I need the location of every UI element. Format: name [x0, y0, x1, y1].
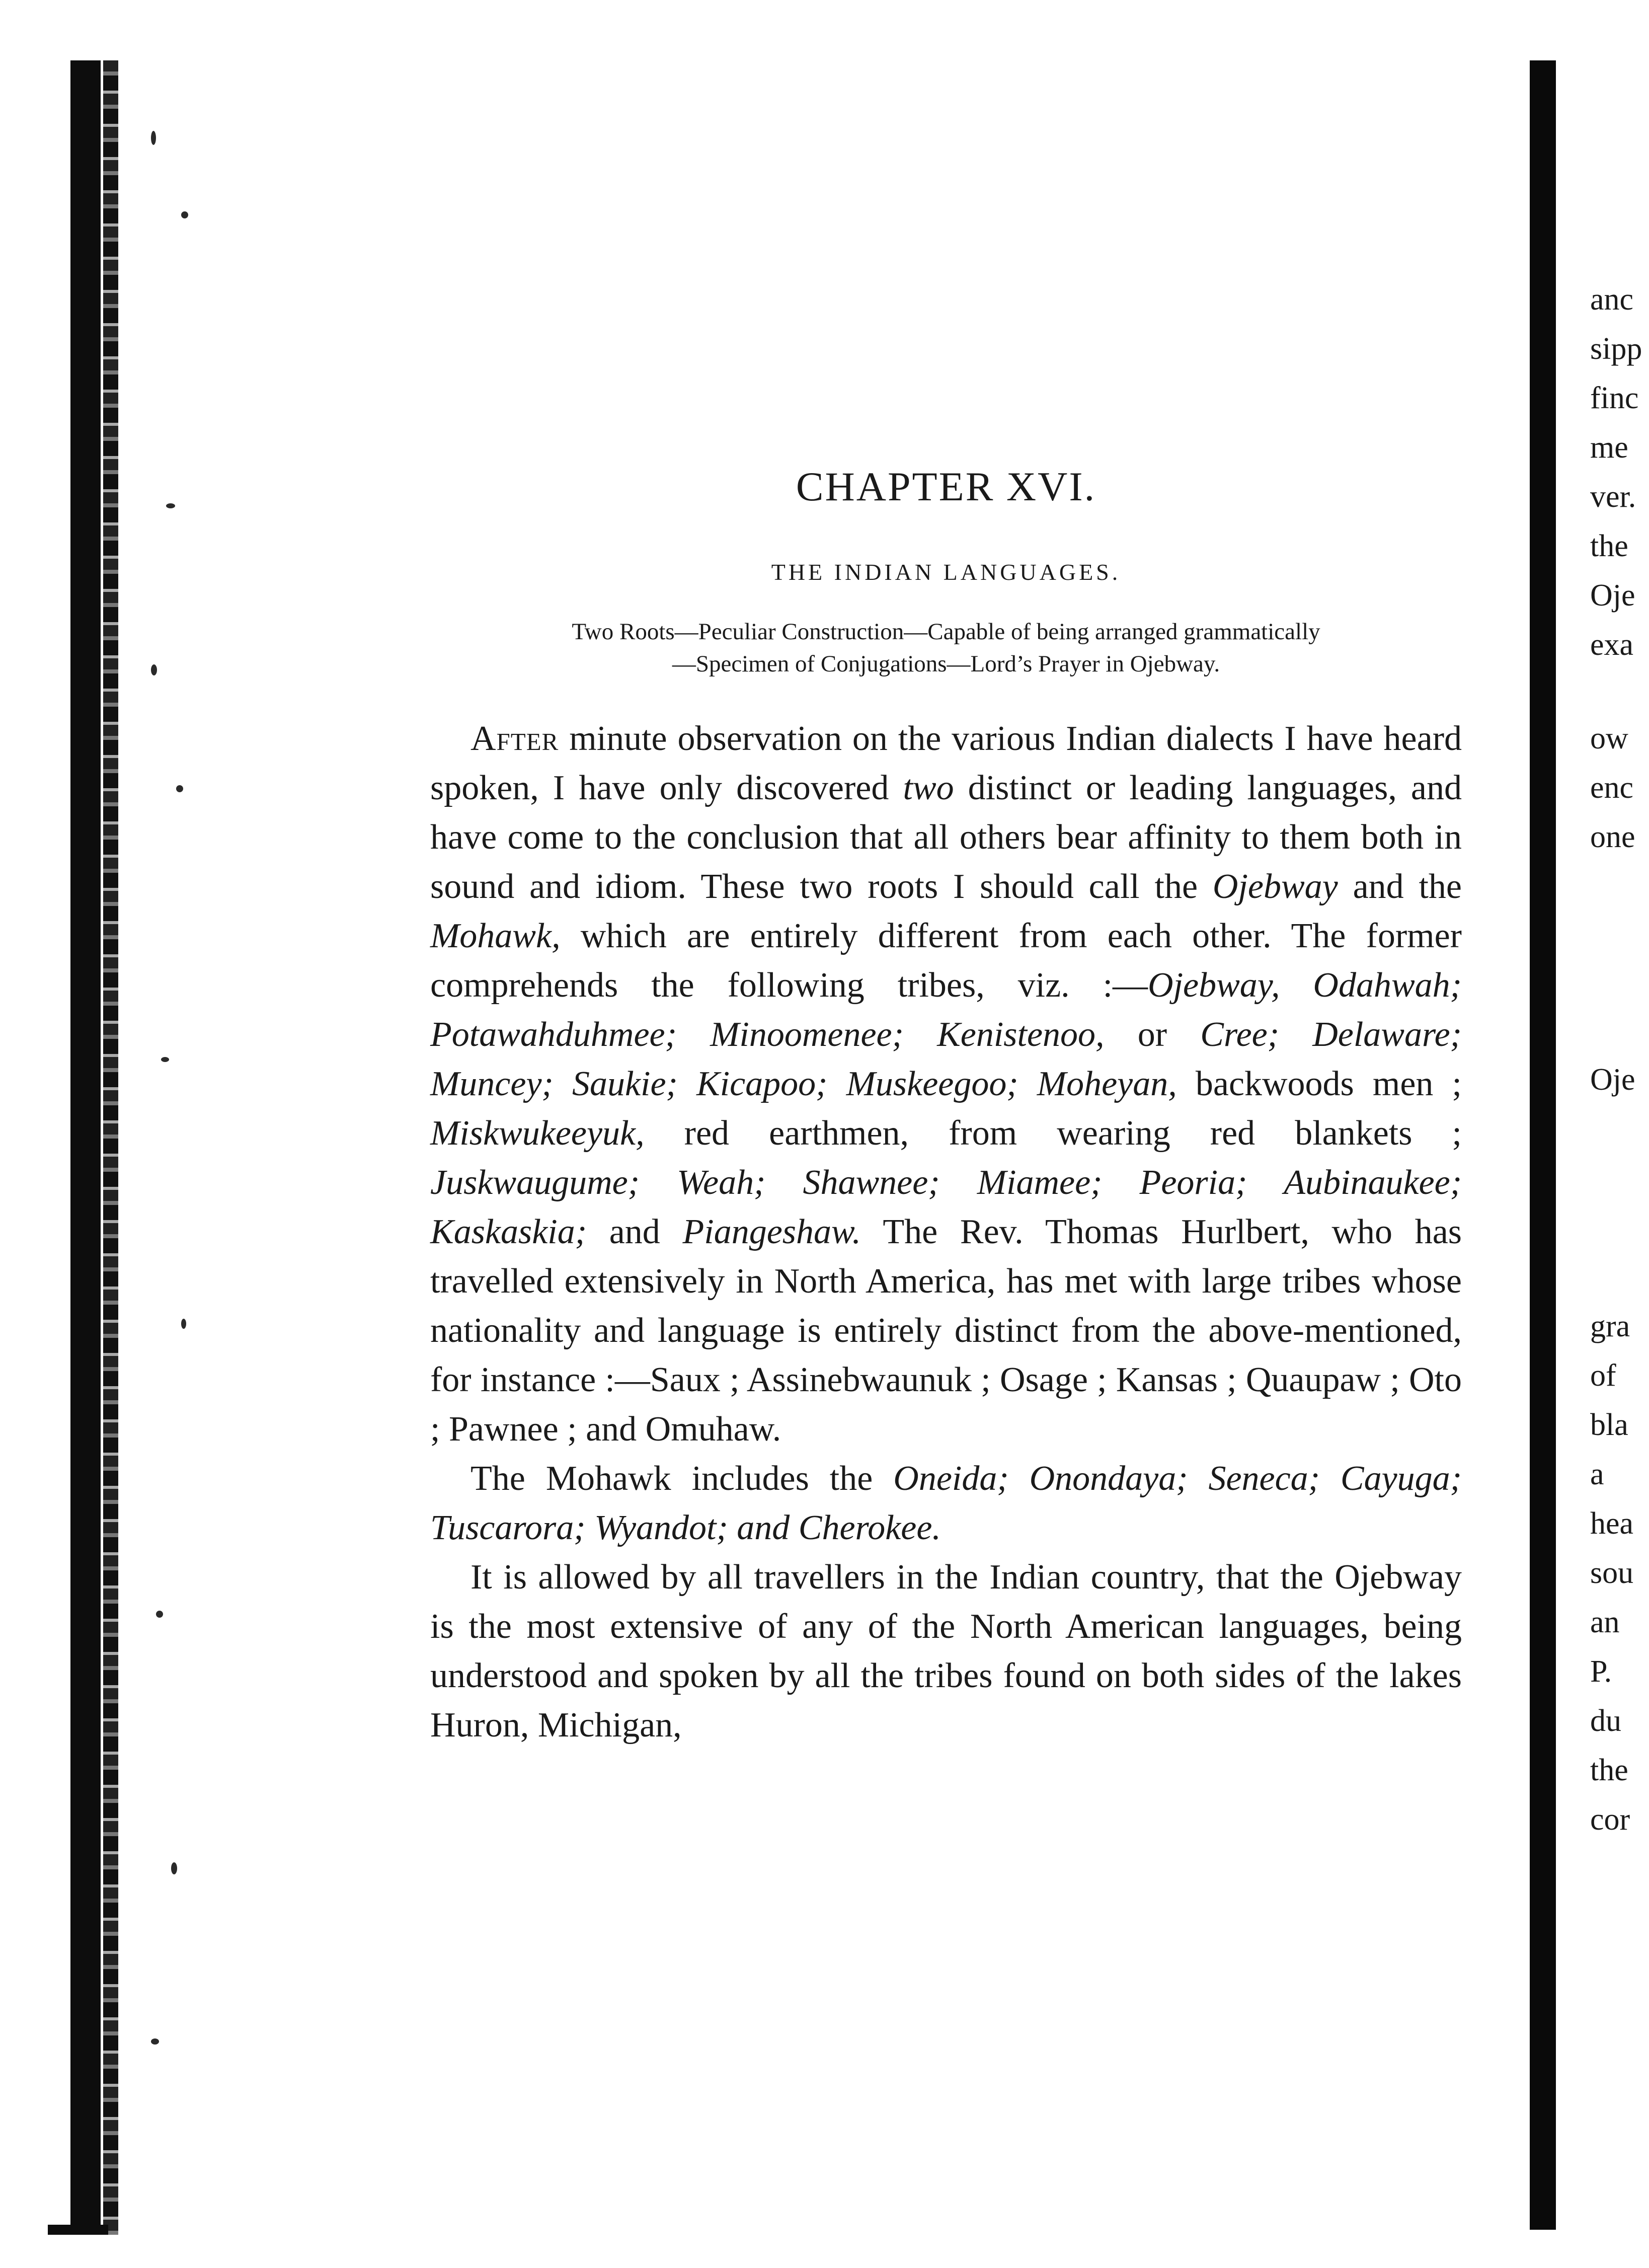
next-page-fragment: me: [1590, 430, 1628, 465]
next-page-fragment: P.: [1590, 1654, 1612, 1689]
text-run: which are entirely different from each other. The former comprehends the following tribes, viz. :—: [430, 917, 1462, 1005]
italic-run: Oneida; Onondaya; Seneca; Cayuga; Tuscarora; Wyandot; and Cherokee.: [430, 1459, 1462, 1547]
chapter-title: CHAPTER XVI.: [796, 464, 1096, 509]
next-page-fragment: anc: [1590, 282, 1634, 317]
next-page-fragment: an: [1590, 1605, 1620, 1639]
italic-run: Ojebway, Odahwah; Potawahduhmee; Minoomenee; Kenistenoo,: [430, 966, 1462, 1054]
paragraph-2: [430, 1454, 1462, 1553]
speck: [181, 1319, 186, 1329]
paragraph-3: It is allowed by all travellers in the Indian country, that the Ojebway is the most extensive of any of the North American languages, being understood and spoken by all the tribes found on both sides of the lakes Huron, Michigan,: [430, 1558, 1462, 1745]
binding-foot: [48, 2225, 108, 2235]
text-run: or: [1104, 1015, 1201, 1054]
italic-run: Piangeshaw.: [682, 1213, 861, 1251]
next-page-fragment: ver.: [1590, 480, 1636, 514]
summary-line: —Specimen of Conjugations—Lord’s Prayer in Ojebway.: [672, 651, 1220, 677]
book-page: [430, 463, 1462, 1750]
next-page-fragment: gra: [1590, 1309, 1630, 1343]
italic-run: Juskwaugume; Weah; Shawnee; Miamee; Peoria; Aubinaukee; Kaskaskia;: [430, 1163, 1462, 1251]
paragraph-1: [430, 714, 1462, 1454]
italic-run: Cree; Delaware; Muncey; Saukie; Kicapoo; Muskeegoo; Moheyan,: [430, 1015, 1462, 1103]
next-page-fragment: cor: [1590, 1802, 1630, 1837]
next-page-edge: [1590, 0, 1649, 2268]
next-page-fragment: ow: [1590, 721, 1628, 755]
chapter-summary: [430, 616, 1462, 680]
next-page-fragment: bla: [1590, 1408, 1628, 1442]
speck: [151, 131, 156, 145]
next-page-fragment: exa: [1590, 628, 1634, 662]
text-run: The Mohawk includes the: [470, 1459, 894, 1498]
text-run: minute observation on the various Indian dialects I have heard spoken, I have only discovered: [430, 719, 1462, 807]
speck: [181, 211, 188, 218]
text-run: distinct or leading languages, and have come to the conclusion that all others bear affinity to them both in sound and idiom. These two roots I should call the: [430, 769, 1462, 906]
text-run: backwoods men ;: [1176, 1065, 1462, 1103]
speck: [156, 1611, 163, 1618]
speck: [176, 785, 183, 792]
next-page-fragment: one: [1590, 820, 1635, 854]
speck: [166, 503, 175, 508]
text-run: The Rev. Thomas Hurlbert, who has travelled extensively in North America, has met with large tribes whose nationality and language is entirely distinct from the above-mentioned, for instance :—Saux ; Assinebwaunuk ; Osage ; Kansas ; Quaupaw ; Oto ; Pawnee ; and Omuhaw.: [430, 1213, 1462, 1449]
chapter-subtitle: THE INDIAN LANGUAGES.: [771, 559, 1121, 585]
speck: [161, 1057, 169, 1062]
next-page-fragment: Oje: [1590, 578, 1635, 613]
drop-word: After: [470, 719, 559, 758]
italic-run: Ojebway: [1212, 867, 1338, 906]
body-text: [430, 714, 1462, 1750]
italic-run: two: [903, 769, 954, 807]
next-page-fragment: sou: [1590, 1556, 1634, 1590]
italic-run: Mohawk,: [430, 917, 561, 955]
next-page-fragment: of: [1590, 1358, 1616, 1393]
next-page-fragment: hea: [1590, 1506, 1634, 1541]
next-page-fragment: du: [1590, 1704, 1621, 1738]
text-run: red earthmen, from wearing red blankets ;: [644, 1114, 1462, 1153]
text-run: and the: [1338, 867, 1462, 906]
next-page-fragment: the: [1590, 529, 1628, 563]
next-page-fragment: enc: [1590, 771, 1634, 805]
italic-run: Miskwukeeyuk,: [430, 1114, 645, 1153]
left-page-gutter: [0, 0, 211, 2268]
speck: [171, 1862, 177, 1874]
next-page-fragment: sipp: [1590, 332, 1642, 366]
speck: [151, 664, 157, 675]
next-page-fragment: the: [1590, 1753, 1628, 1787]
binding-shadow: [70, 60, 101, 2235]
next-page-fragment: finc: [1590, 381, 1639, 415]
binding-edge: [103, 60, 118, 2235]
next-page-fragment: a: [1590, 1457, 1604, 1491]
right-binding-shadow: [1530, 60, 1556, 2230]
text-run: and: [587, 1213, 683, 1251]
summary-line: Two Roots—Peculiar Construction—Capable of being arranged grammatically: [572, 619, 1320, 645]
next-page-fragment: Oje: [1590, 1063, 1635, 1097]
speck: [151, 2038, 159, 2045]
